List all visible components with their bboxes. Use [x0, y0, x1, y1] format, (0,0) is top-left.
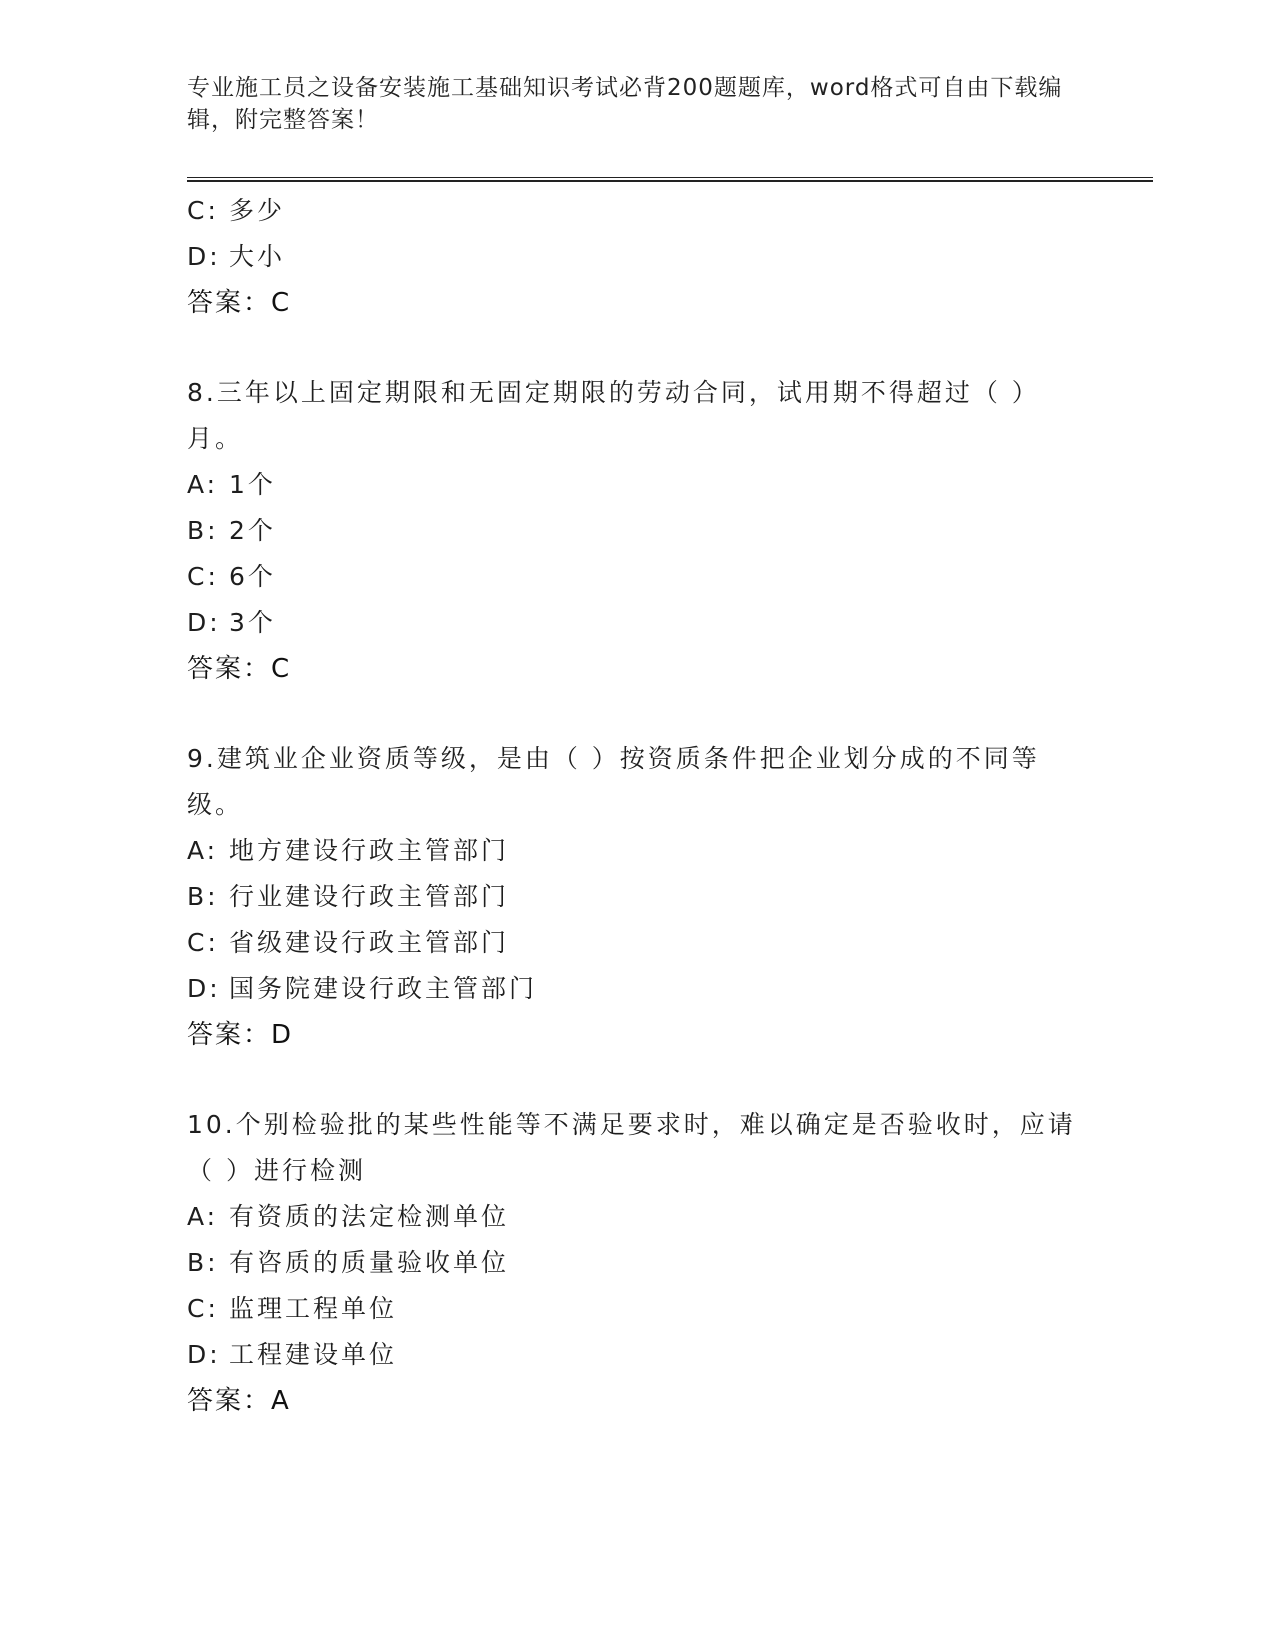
- option-a: [187, 828, 1087, 874]
- option-text: 地方建设行政主管部门: [229, 836, 510, 865]
- option-d: [187, 600, 1087, 646]
- option-letter: A:: [187, 470, 219, 499]
- option-text: 1个: [229, 470, 276, 499]
- option-text: 监理工程单位: [229, 1294, 398, 1323]
- option-letter: C:: [187, 928, 219, 957]
- option-letter: D:: [187, 1340, 221, 1369]
- option-letter: C:: [187, 1294, 219, 1323]
- answer-line: 答案：C: [187, 288, 292, 318]
- answer-line: 答案：C: [187, 654, 292, 684]
- option-a: [187, 1194, 1087, 1240]
- option-text: 国务院建设行政主管部门: [229, 974, 538, 1003]
- option-text: 3个: [229, 608, 276, 637]
- option-text: 6个: [229, 562, 276, 591]
- page-header: 专业施工员之设备安装施工基础知识考试必背200题题库，word格式可自由下载编辑，附完整答案！: [187, 75, 1063, 133]
- option-letter: D:: [187, 974, 221, 1003]
- option-d: [187, 966, 1087, 1012]
- option-c: [187, 554, 1087, 600]
- option-letter: D:: [187, 242, 221, 271]
- option-text: 2个: [229, 516, 276, 545]
- previous-question-tail: [187, 188, 1087, 326]
- option-letter: B:: [187, 516, 219, 545]
- option-b: [187, 508, 1087, 554]
- option-letter: B:: [187, 882, 219, 911]
- option-letter: A:: [187, 1202, 219, 1231]
- option-d: [187, 234, 1087, 280]
- option-letter: A:: [187, 836, 219, 865]
- option-a: [187, 462, 1087, 508]
- question-text: 8.三年以上固定期限和无固定期限的劳动合同，试用期不得超过（ ）月。: [187, 378, 1040, 453]
- option-text: 有资质的法定检测单位: [229, 1202, 510, 1231]
- question-10: [187, 1102, 1087, 1424]
- option-b: [187, 874, 1087, 920]
- option-c: [187, 188, 1087, 234]
- question-8: [187, 370, 1087, 692]
- question-9: [187, 736, 1087, 1058]
- document-body: [187, 188, 1087, 1424]
- option-c: [187, 920, 1087, 966]
- answer-line: 答案：A: [187, 1386, 291, 1416]
- option-text: 大小: [229, 242, 286, 271]
- option-text: 省级建设行政主管部门: [229, 928, 510, 957]
- option-text: 行业建设行政主管部门: [229, 882, 510, 911]
- answer-line: 答案：D: [187, 1020, 294, 1050]
- option-letter: D:: [187, 608, 221, 637]
- option-text: 有咨质的质量验收单位: [229, 1248, 510, 1277]
- header-divider: [187, 177, 1153, 182]
- option-text: 工程建设单位: [229, 1340, 398, 1369]
- option-text: 多少: [229, 196, 286, 225]
- option-c: [187, 1286, 1087, 1332]
- question-text: 9.建筑业企业资质等级，是由（ ）按资质条件把企业划分成的不同等级。: [187, 744, 1040, 819]
- option-b: [187, 1240, 1087, 1286]
- option-letter: C:: [187, 196, 219, 225]
- option-letter: B:: [187, 1248, 219, 1277]
- option-d: [187, 1332, 1087, 1378]
- question-text: 10.个别检验批的某些性能等不满足要求时，难以确定是否验收时，应请（ ）进行检测: [187, 1110, 1076, 1185]
- option-letter: C:: [187, 562, 219, 591]
